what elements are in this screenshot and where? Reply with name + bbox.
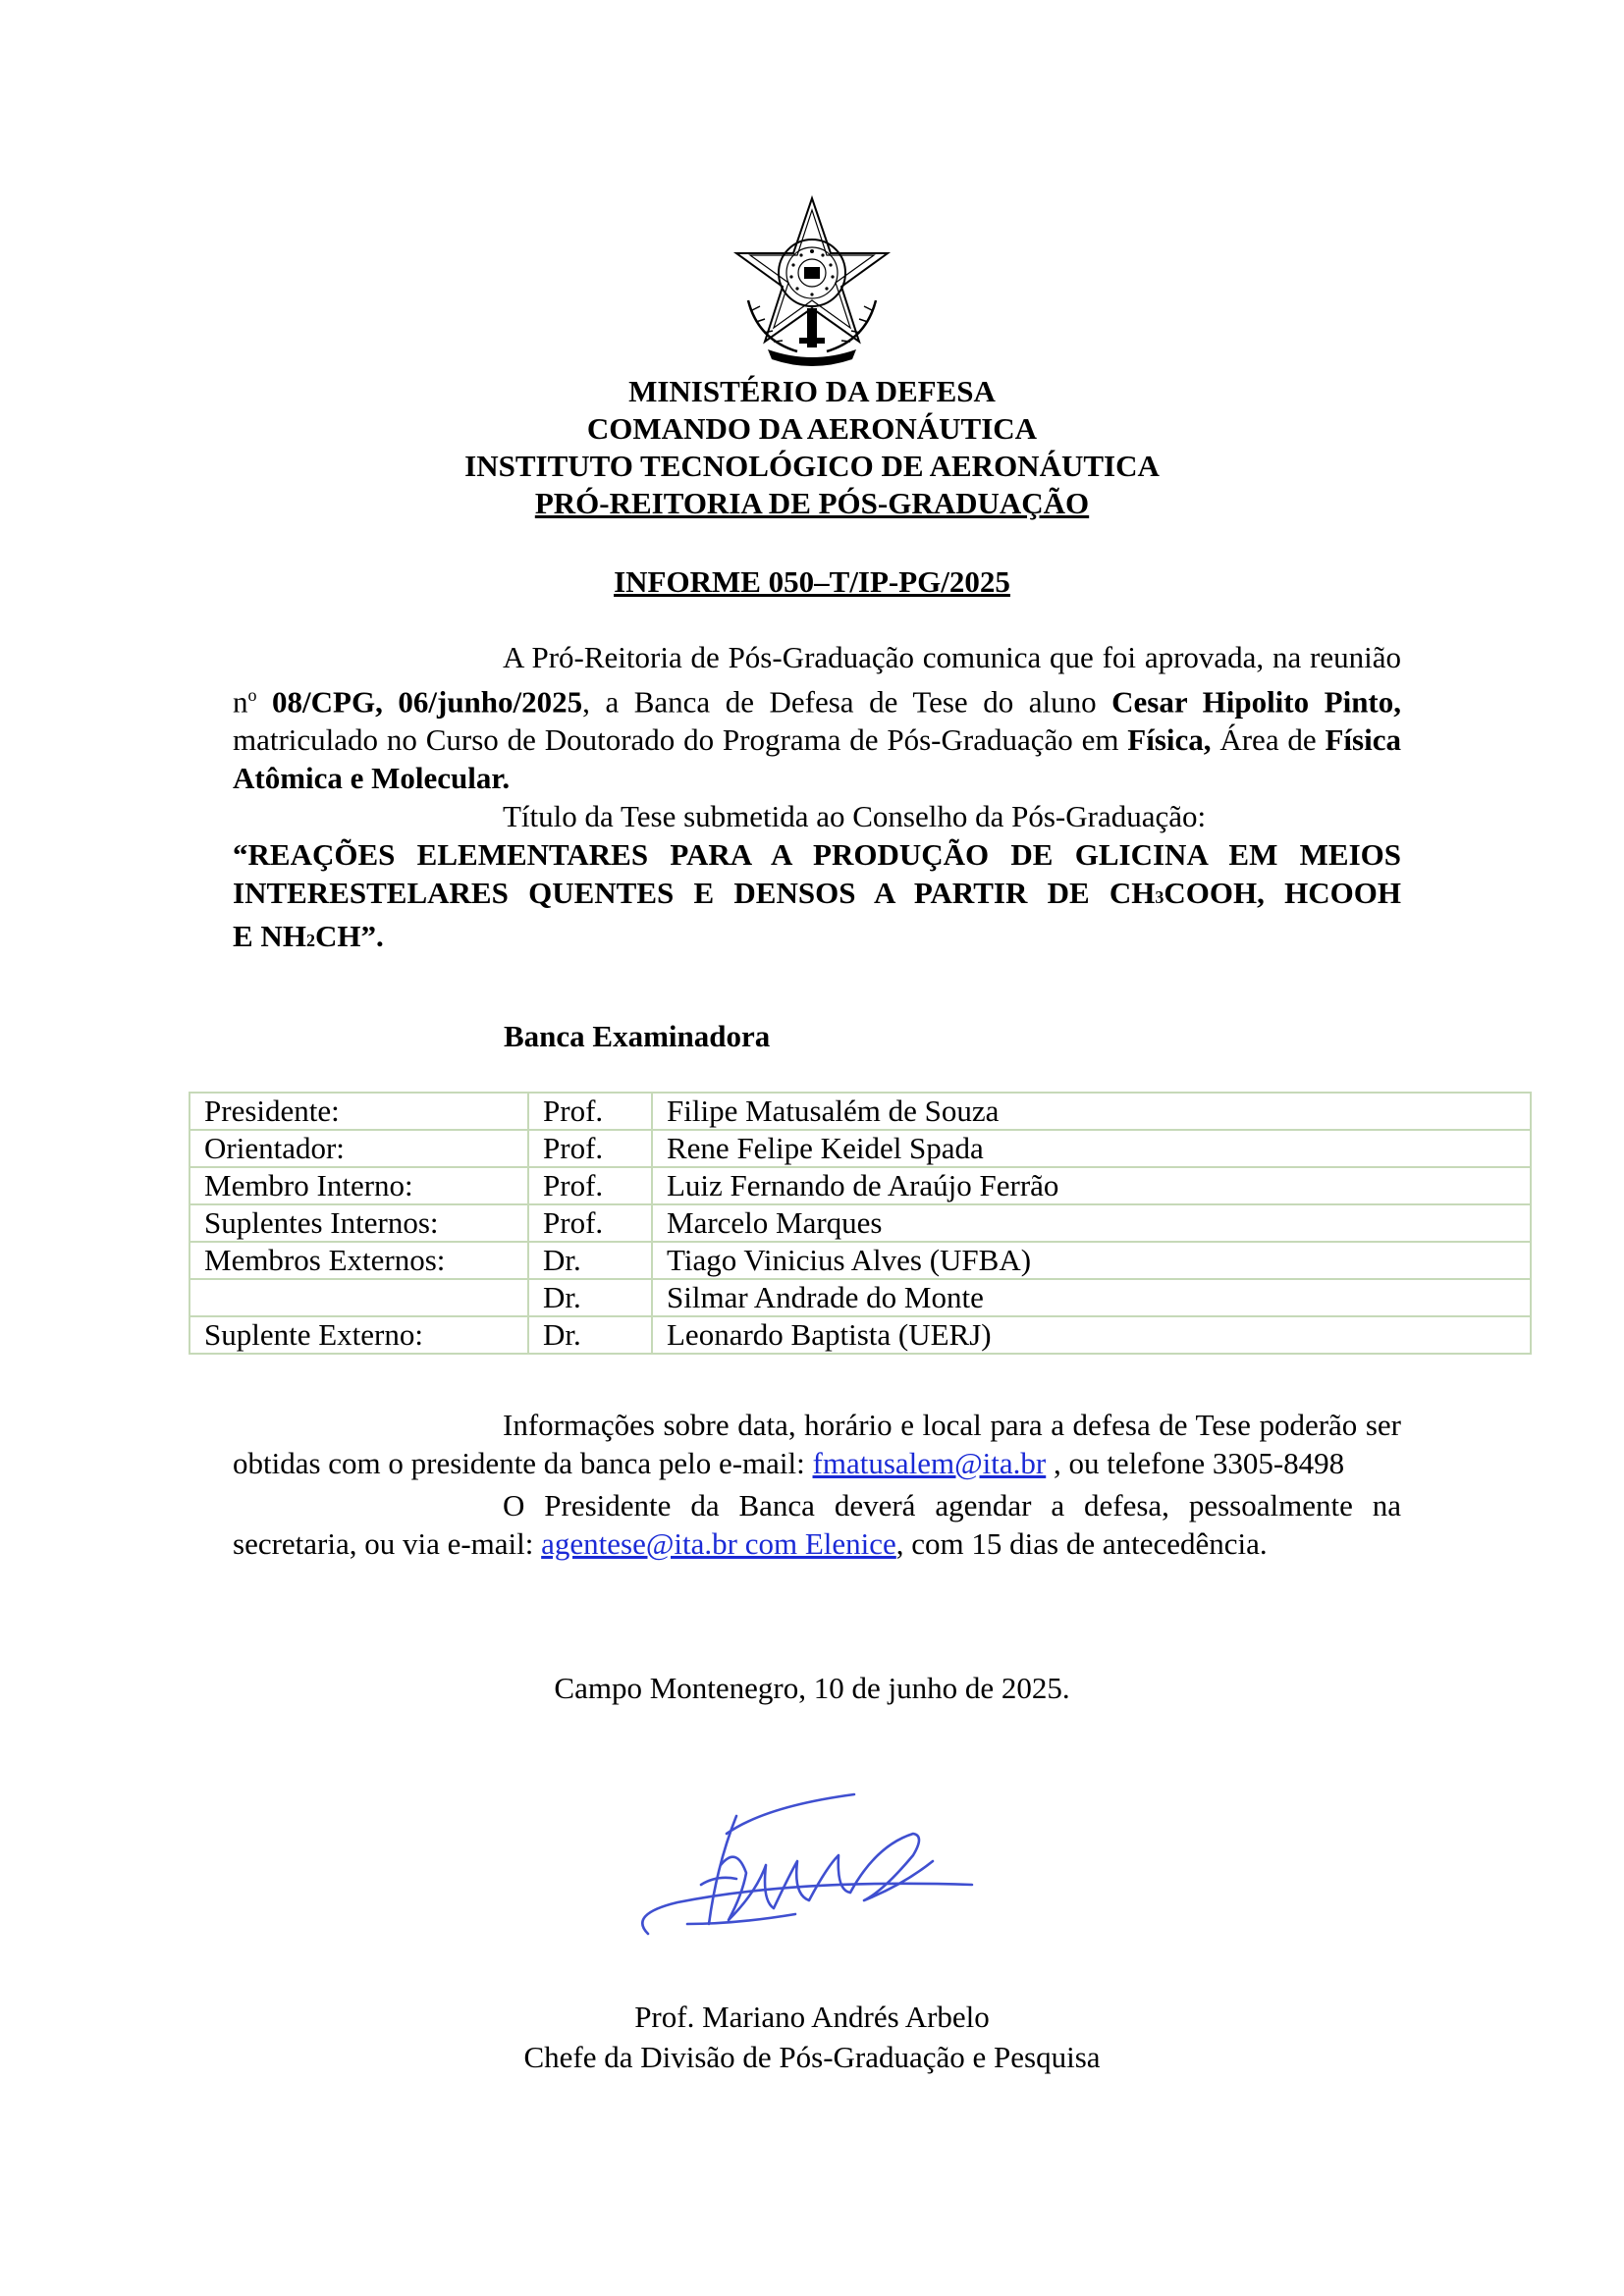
board-title-cell: Dr.: [528, 1279, 652, 1316]
info-text-b: , ou telefone 3305-8498: [1046, 1446, 1345, 1480]
intro-text-b: , a Banca de Defesa de Tese do aluno: [582, 684, 1112, 720]
board-row: [189, 1167, 1531, 1204]
board-row: [189, 1204, 1531, 1242]
place-and-date: Campo Montenegro, 10 de junho de 2025.: [554, 1671, 1070, 1705]
signer-block: [0, 1997, 1624, 2077]
board-title-cell: Prof.: [528, 1130, 652, 1167]
thesis-title-line3a: E NH: [233, 919, 306, 954]
program-name: Física,: [1127, 722, 1212, 758]
ordinal-indicator: o: [247, 685, 257, 705]
board-role-cell: Presidente:: [189, 1093, 528, 1130]
board-title-cell: Dr.: [528, 1242, 652, 1279]
thesis-title: [233, 835, 1401, 960]
thesis-title-line2b: COOH, HCOOH: [1164, 876, 1401, 911]
board-member-cell: Leonardo Baptista (UERJ): [652, 1316, 1531, 1354]
thesis-title-line2: [233, 874, 1401, 917]
schedule-text-a: O Presidente da Banca deverá agendar a defesa, pessoalmente na secretaria, ou via e-mail:: [233, 1488, 1401, 1561]
signer-name: Prof. Mariano Andrés Arbelo: [634, 2000, 990, 2034]
document-number: INFORME 050–T/IP-PG/2025: [614, 564, 1010, 599]
board-title-cell: Dr.: [528, 1316, 652, 1354]
area-name: Física Atômica e Molecular.: [233, 722, 1401, 796]
secretary-email-link[interactable]: agentese@ita.br com Elenice: [541, 1526, 896, 1561]
board-member-cell: Tiago Vinicius Alves (UFBA): [652, 1242, 1531, 1279]
board-row: [189, 1093, 1531, 1130]
thesis-title-line3: [233, 917, 1401, 960]
board-role-cell: Suplente Externo:: [189, 1316, 528, 1354]
intro-text-c: matriculado no Curso de Doutorado do Programa de Pós-Graduação em: [233, 722, 1128, 758]
board-member-cell: Rene Felipe Keidel Spada: [652, 1130, 1531, 1167]
info-text-a: Informações sobre data, horário e local para a defesa de Tese poderão ser obtidas com o presidente da banca pelo e-mail:: [233, 1408, 1401, 1480]
student-name: Cesar Hipolito Pinto,: [1111, 684, 1402, 720]
board-member-cell: Silmar Andrade do Monte: [652, 1279, 1531, 1316]
thesis-title-line1: “REAÇÕES ELEMENTARES PARA A PRODUÇÃO DE GLICINA EM MEIOS: [233, 837, 1401, 873]
board-member-cell: Marcelo Marques: [652, 1204, 1531, 1242]
thesis-subscript-3: 3: [1155, 887, 1164, 908]
thesis-title-line3b: CH”.: [314, 919, 384, 954]
banca-heading: Banca Examinadora: [504, 1019, 771, 1053]
intro-text-a: A Pró-Reitoria de Pós-Graduação comunica que foi aprovada, na reunião n: [233, 640, 1401, 720]
header-ministry: MINISTÉRIO DA DEFESA: [628, 374, 996, 408]
thesis-label: Título da Tese submetida ao Conselho da Pós-Graduação:: [503, 799, 1207, 834]
board-title-cell: Prof.: [528, 1204, 652, 1242]
board-row: [189, 1130, 1531, 1167]
board-title-cell: Prof.: [528, 1167, 652, 1204]
examining-board-table: [189, 1092, 1532, 1355]
intro-text-d: Área de: [1211, 722, 1326, 758]
schedule-text-b: , com 15 dias de antecedência.: [895, 1526, 1268, 1561]
info-paragraph: [233, 1406, 1401, 1563]
board-member-cell: Filipe Matusalém de Souza: [652, 1093, 1531, 1130]
board-member-cell: Luiz Fernando de Araújo Ferrão: [652, 1167, 1531, 1204]
board-role-cell: Suplentes Internos:: [189, 1204, 528, 1242]
header-command: COMANDO DA AERONÁUTICA: [586, 411, 1038, 446]
board-role-cell: [189, 1279, 528, 1316]
board-title-cell: Prof.: [528, 1093, 652, 1130]
header-institute: INSTITUTO TECNOLÓGICO DE AERONÁUTICA: [464, 449, 1160, 483]
board-role-cell: Membros Externos:: [189, 1242, 528, 1279]
header-pro-rectorate: PRÓ-REITORIA DE PÓS-GRADUAÇÃO: [534, 486, 1090, 520]
meeting-reference: 08/CPG, 06/junho/2025: [272, 684, 583, 720]
board-role-cell: Membro Interno:: [189, 1167, 528, 1204]
board-row: [189, 1242, 1531, 1279]
thesis-subscript-2: 2: [305, 931, 315, 951]
handwritten-signature: [619, 1777, 1011, 1953]
board-row: [189, 1316, 1531, 1354]
signer-role: Chefe da Divisão de Pós-Graduação e Pesquisa: [523, 2040, 1101, 2074]
board-row: [189, 1279, 1531, 1316]
thesis-title-line2a: INTERESTELARES QUENTES E DENSOS A PARTIR DE CH: [233, 876, 1156, 911]
board-role-cell: Orientador:: [189, 1130, 528, 1167]
president-email-link[interactable]: fmatusalem@ita.br: [812, 1446, 1047, 1480]
institution-header: [0, 373, 1624, 522]
intro-paragraph: [233, 638, 1401, 960]
coat-of-arms-seal: [729, 192, 895, 367]
